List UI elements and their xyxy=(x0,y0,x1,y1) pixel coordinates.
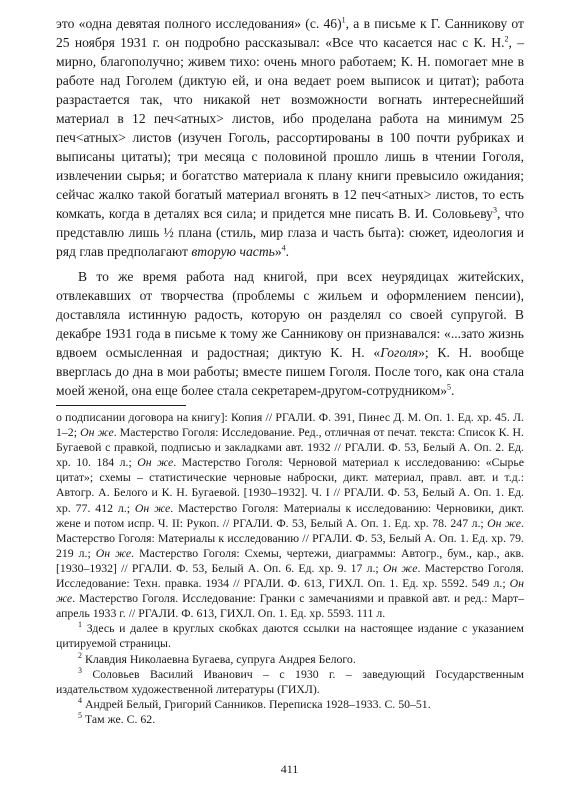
note-italic: Он же xyxy=(382,560,418,575)
footnote-ref: 4 xyxy=(281,243,286,253)
paragraph-text: , а в письме к Г. Санникову от 25 ноября 1931 г. он подробно рассказывал: «Все что касается нас с К. Н. xyxy=(56,16,524,50)
page-number: 411 xyxy=(280,762,299,776)
note-text: о подписании договора на книгу]: Копия // РГАЛИ. Ф. 391, Пинес Д. М. Оп. 1. Ед. хр. 45. Л. 1–2; xyxy=(56,410,524,440)
note-text: . Мастерство Гоголя: Черновой материал к исследованию: «Сырье цитат»; схемы – статистические черновые наброски, дикт. материал, правл. авт. и т.д.: Автогр. А. Белого и К. Н. Бугаевой. [1930–1932]. Ч. I // РГАЛИ. Ф. 53, Белый А. Оп. 1. Ед. хр. 77. 412 л.; xyxy=(56,455,524,515)
footnote-number: 4 xyxy=(78,695,82,705)
paragraph-text: это «одна девятая полного исследования» (с. 46) xyxy=(56,16,342,31)
footnote-3 xyxy=(56,667,524,697)
note-text: . Мастерство Гоголя: Схемы, чертежи, диаграммы: Автогр., бум., кар., акв. [1930–1932] // РГАЛИ. Ф. 53, Белый А. Оп. 6. Ед. хр. 9. 17 л.; xyxy=(56,545,524,575)
footnote-ref: 3 xyxy=(492,205,497,215)
footnote-2 xyxy=(56,652,524,667)
paragraph-italic: вторую часть xyxy=(191,244,275,259)
note-italic: Он же xyxy=(137,455,174,470)
note-text: . Мастерство Гоголя: Материалы к исследованию: Черновики, дикт. жене и потом испр. Ч. II: Рукоп. // РГАЛИ. Ф. 53, Белый А. Оп. 1. Ед. хр. 78. 247 л.; xyxy=(56,500,524,530)
footnotes-list xyxy=(56,621,524,727)
footnote-ref: 1 xyxy=(341,15,346,25)
footnote-text: Андрей Белый, Григорий Санников. Переписка 1928–1933. С. 50–51. xyxy=(82,696,431,711)
note-text: . Мастерство Гоголя. Исследование: Техн. правка. 1934 // РГАЛИ. Ф. 613, ГИХЛ. Оп. 1. Ед. хр. 5592. 549 л.; xyxy=(56,560,524,591)
footnote-ref: 2 xyxy=(504,34,509,44)
footnote-text: Соловьев Василий Иванович – с 1930 г. – заведующий Государственным издательством художественной литературы (ГИХЛ). xyxy=(56,666,524,696)
paragraph-1 xyxy=(56,14,524,261)
note-text: . Мастерство Гоголя: Исследование. Ред., отличная от печат. текста: Список К. Н. Бугаевой с правкой, подписью и закладками авт. 1932 // РГАЛИ. Ф. 53, Белый А. Оп. 2. Ед. хр. 10. 184 л.; xyxy=(56,425,524,470)
paragraph-text: » xyxy=(274,244,282,259)
footnote-number: 2 xyxy=(78,650,82,660)
paragraph-2 xyxy=(56,267,524,400)
footnote-number: 1 xyxy=(78,620,82,630)
footnote-text: Там же. С. 62. xyxy=(82,711,156,726)
footnote-continuation xyxy=(56,410,524,621)
note-italic: Он же xyxy=(95,545,132,560)
paragraph-text: . xyxy=(451,383,455,398)
footnote-text: Здесь и далее в круглых скобках даются ссылки на настоящее издание с указанием цитируемой страницы. xyxy=(56,621,524,651)
note-italic: Он же xyxy=(80,425,114,440)
note-text: . Мастерство Гоголя. Исследование: Гранки с замечаниями и правкой авт. и ред.: Март–апрель 1933 г. // РГАЛИ. Ф. 613, ГИХЛ. Оп. 1. Ед. хр. 5593. 111 л. xyxy=(56,591,524,621)
footnote-4 xyxy=(56,697,524,712)
paragraph-text: , что представлю лишь ½ плана (стиль, мир глаза и часть быта): сюжет, идеология и ряд глав предполагают xyxy=(56,206,524,259)
note-italic: Он же xyxy=(134,500,171,515)
footnote-separator xyxy=(56,405,186,406)
paragraph-text: . xyxy=(285,244,290,259)
footnote-5 xyxy=(56,712,524,727)
footnote-text: Клавдия Николаевна Бугаева, супруга Андрея Белого. xyxy=(82,651,356,666)
note-italic: Он же xyxy=(56,576,524,606)
footnote-ref: 5 xyxy=(447,382,452,392)
footnote-number: 3 xyxy=(78,665,82,675)
paragraph-text: »; К. Н. вообще вверглась до дна в мои работы; вместе пишем Гоголя. После того, как она стала моей женой, она еще более стала секретарем-другом-сотрудником» xyxy=(56,345,524,398)
note-italic: Он же xyxy=(487,515,522,530)
page xyxy=(56,14,524,727)
footnote-number: 5 xyxy=(78,710,82,720)
paragraph-italic: Гоголя xyxy=(380,345,419,360)
note-text: . Мастерство Гоголя: Материалы к исследованию // РГАЛИ. Ф. 53, Белый А. Оп. 1. Ед. хр. 79. 219 л.; xyxy=(56,515,524,560)
main-text xyxy=(56,14,524,400)
paragraph-text: В то же время работа над книгой, при всех неурядицах житейских, отвлекавших от творчества (проблемы с жильем и оформлением пенсии), доставляла истинную радость, которую он разделял со своей супругой. В декабре 1931 года в письме к тому же Санникову он признавался: «...зато жизнь вдвоем осмысленная и радостная; диктую К. Н. « xyxy=(56,269,524,360)
paragraph-text: , – мирно, благополучно; живем тихо: очень много работаем; К. Н. помогает мне в работе над Гоголем (диктую ей, и она ведает роем выписок и цитат); работа разрастается так, что никакой нет возможности вогнать интереснейший материал в 12 печ<атных> листов, ибо проделана работа на минимум 25 печ<атных> листов (изучен Гоголь, рассортированы в 100 почти рубриках и выписаны цитаты); три месяца с половиной прошло лишь в чтении Гоголя, извлечении сырья; и богатство материала к плану книги превысило ожидания; сейчас жалко такой богатый материал вгонять в 12 печ<атных> листов, то есть комкать, когда в деталях вся сила; и придется мне писать В. И. Соловьеву xyxy=(56,35,525,221)
footnote-1 xyxy=(56,621,524,651)
